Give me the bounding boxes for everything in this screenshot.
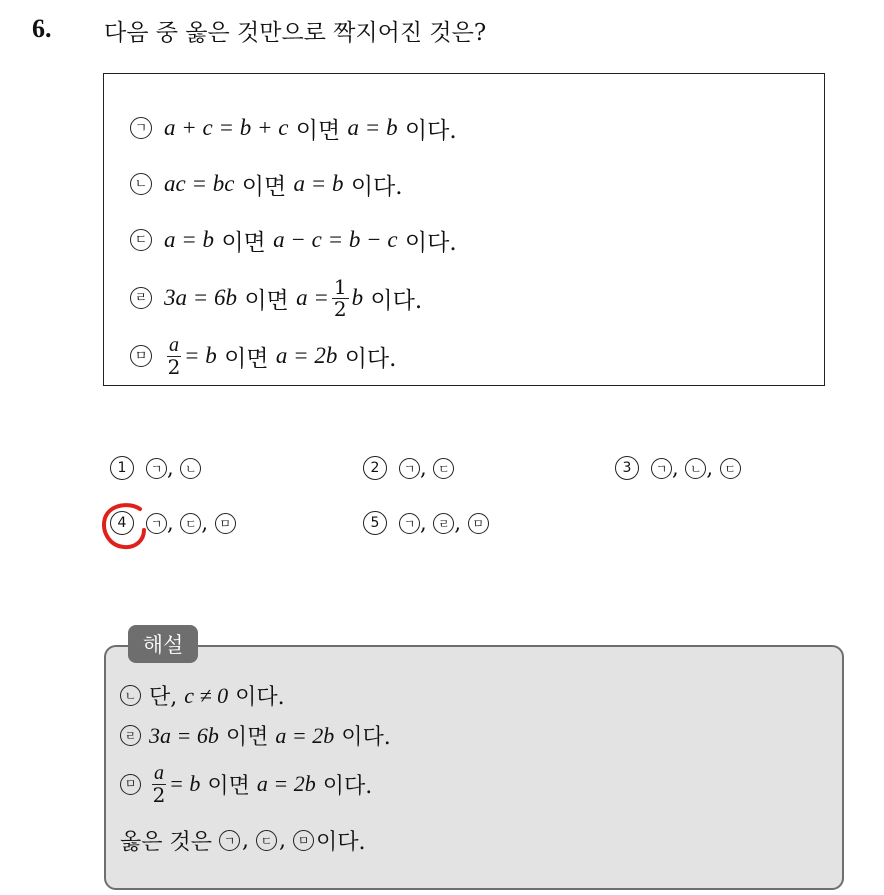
option-number-icon: 2	[363, 456, 387, 480]
option-4[interactable]: 4 ㄱ , ㄷ , ㅁ	[110, 508, 236, 538]
option-number-icon: 5	[363, 511, 387, 535]
fraction: $\frac{1}{2}$	[333, 274, 347, 321]
option-number-icon: 4	[110, 511, 134, 535]
solution-line-4: 옳은 것은 ㄱ , ㄷ , ㅁ 이다.	[120, 828, 366, 855]
statement-3: ㄷ a = b 이면 a − c = b − c 이다.	[130, 222, 457, 258]
solution-line-2: ㄹ 3a = 6b 이면 a = 2b 이다.	[120, 720, 391, 751]
answer-mark-icon	[100, 500, 152, 556]
option-number-icon: 1	[110, 456, 134, 480]
option-5[interactable]: 5 ㄱ , ㄹ , ㅁ	[363, 508, 489, 538]
marker-icon: ㄹ	[130, 287, 152, 309]
marker-icon: ㄱ	[130, 117, 152, 139]
solution-line-1: ㄴ 단, c ≠ 0 이다.	[120, 680, 285, 711]
option-3[interactable]: 3 ㄱ , ㄴ , ㄷ	[615, 453, 741, 483]
fraction: $\frac{a}{2}$	[167, 333, 181, 379]
marker-icon: ㄴ	[130, 173, 152, 195]
option-number-icon: 3	[615, 456, 639, 480]
statement-4: ㄹ 3a = 6b 이면 a = $\frac{1}{2}$ b 이다.	[130, 268, 422, 328]
marker-icon: ㅁ	[120, 774, 141, 795]
option-2[interactable]: 2 ㄱ , ㄷ	[363, 453, 454, 483]
option-1[interactable]: 1 ㄱ , ㄴ	[110, 453, 201, 483]
marker-icon: ㅁ	[130, 345, 152, 367]
statement-5: ㅁ $\frac{a}{2}$ = b 이면 a = 2b 이다.	[130, 328, 396, 384]
statement-2: ㄴ ac = bc 이면 a = b 이다.	[130, 166, 403, 202]
solution-line-3: ㅁ $\frac{a}{2}$ = b 이면 a = 2b 이다.	[120, 756, 372, 812]
question-prompt: 다음 중 옳은 것만으로 짝지어진 것은?	[104, 20, 487, 46]
solution-tag: 해설	[128, 625, 198, 663]
marker-icon: ㄴ	[120, 685, 141, 706]
marker-icon: ㄹ	[120, 725, 141, 746]
marker-icon: ㄷ	[130, 229, 152, 251]
fraction: $\frac{a}{2}$	[152, 761, 166, 807]
statement-1: ㄱ a + c = b + c 이면 a = b 이다.	[130, 110, 457, 146]
question-number: 6.	[32, 14, 52, 43]
